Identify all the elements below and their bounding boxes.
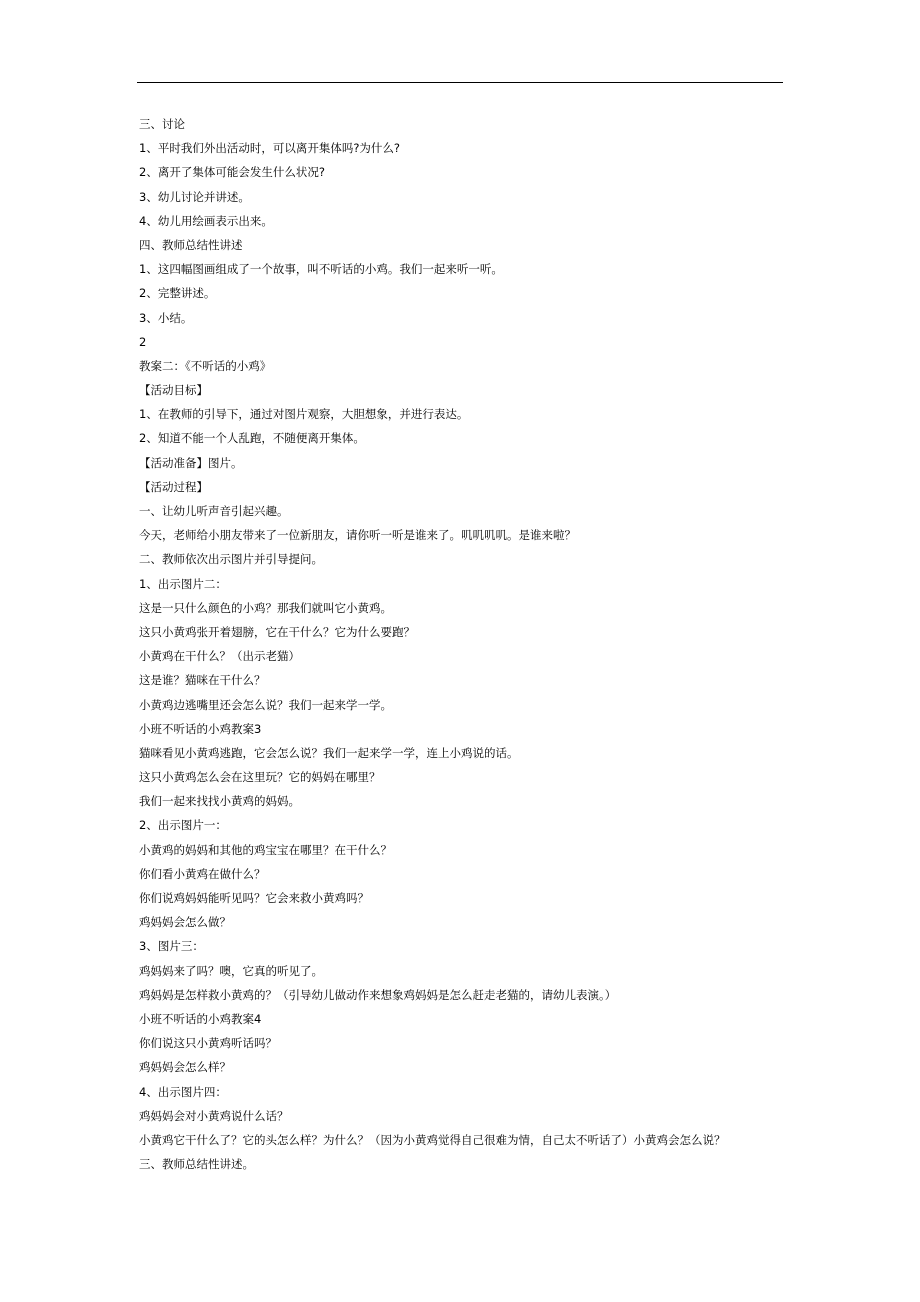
text-line: 鸡妈妈会怎么样？ <box>139 1060 231 1075</box>
text-line: 2、离开了集体可能会发生什么状况? <box>139 165 325 180</box>
text-line: 2 <box>139 334 147 349</box>
text-line: 1、平时我们外出活动时，可以离开集体吗?为什么? <box>139 141 401 156</box>
text-line: 你们看小黄鸡在做什么？ <box>139 866 266 881</box>
text-line: 4、出示图片四： <box>139 1084 227 1099</box>
text-line: 小班不听话的小鸡教案4 <box>139 1011 262 1026</box>
text-line: 2、知道不能一个人乱跑，不随便离开集体。 <box>139 431 365 446</box>
text-line: 1、在教师的引导下，通过对图片观察，大胆想象，并进行表达。 <box>139 407 469 422</box>
text-line: 3、图片三： <box>139 939 204 954</box>
text-line: 2、完整讲述。 <box>139 286 216 301</box>
text-line: 这只小黄鸡张开着翅膀，它在干什么？它为什么要跑？ <box>139 624 415 639</box>
text-line: 小黄鸡在干什么？（出示老猫） <box>139 649 300 664</box>
text-line: 二、教师依次出示图片并引导提问。 <box>139 552 323 567</box>
text-line: 小班不听话的小鸡教案3 <box>139 721 262 736</box>
text-line: 3、幼儿讨论并讲述。 <box>139 189 250 204</box>
text-line: 你们说这只小黄鸡听话吗？ <box>139 1036 277 1051</box>
text-line: 三、讨论 <box>139 117 185 131</box>
text-line: 教案二：《不听话的小鸡》 <box>139 358 272 373</box>
text-line: 【活动过程】 <box>139 479 208 494</box>
text-line: 今天，老师给小朋友带来了一位新朋友，请你听一听是谁来了。叽叽叽叽。是谁来啦？ <box>139 528 576 543</box>
text-line: 【活动目标】 <box>139 383 208 398</box>
text-line: 四、教师总结性讲述 <box>139 237 243 252</box>
text-line: 鸡妈妈会对小黄鸡说什么话？ <box>139 1108 289 1123</box>
text-line: 小黄鸡的妈妈和其他的鸡宝宝在哪里？在干什么？ <box>139 842 392 857</box>
text-line: 猫咪看见小黄鸡逃跑，它会怎么说？我们一起来学一学，连上小鸡说的话。 <box>139 745 519 760</box>
text-line: 你们说鸡妈妈能听见吗？它会来救小黄鸡吗？ <box>139 891 369 905</box>
header-rule <box>137 82 783 83</box>
text-line: 鸡妈妈会怎么做？ <box>139 915 231 930</box>
text-line: 4、幼儿用绘画表示出来。 <box>139 213 273 228</box>
text-line: 1、出示图片二： <box>139 576 227 591</box>
text-line: 这只小黄鸡怎么会在这里玩？它的妈妈在哪里？ <box>139 770 381 785</box>
text-line: 1、这四幅图画组成了一个故事，叫不听话的小鸡。我们一起来听一听。 <box>139 262 503 277</box>
text-line: 我们一起来找找小黄鸡的妈妈。 <box>139 794 300 809</box>
document-body <box>139 112 789 1176</box>
text-line: 小黄鸡边逃嘴里还会怎么说？我们一起来学一学。 <box>139 697 392 712</box>
text-line: 三、教师总结性讲述。 <box>139 1157 254 1172</box>
text-line: 小黄鸡它干什么了？它的头怎么样？为什么？（因为小黄鸡觉得自己很难为情，自己太不听话了）小黄鸡会怎么说？ <box>139 1132 726 1147</box>
text-line: 【活动准备】图片。 <box>139 455 243 470</box>
text-line: 鸡妈妈是怎样救小黄鸡的？（引导幼儿做动作来想象鸡妈妈是怎么赶走老猫的，请幼儿表演。） <box>139 987 617 1002</box>
text-line: 3、小结。 <box>139 310 193 325</box>
text-line: 2、出示图片一： <box>139 818 227 833</box>
text-line: 这是谁？猫咪在干什么？ <box>139 673 266 688</box>
text-line: 一、让幼儿听声音引起兴趣。 <box>139 504 289 518</box>
text-line: 这是一只什么颜色的小鸡？那我们就叫它小黄鸡。 <box>139 600 392 615</box>
text-line: 鸡妈妈来了吗？噢，它真的听见了。 <box>139 963 323 978</box>
